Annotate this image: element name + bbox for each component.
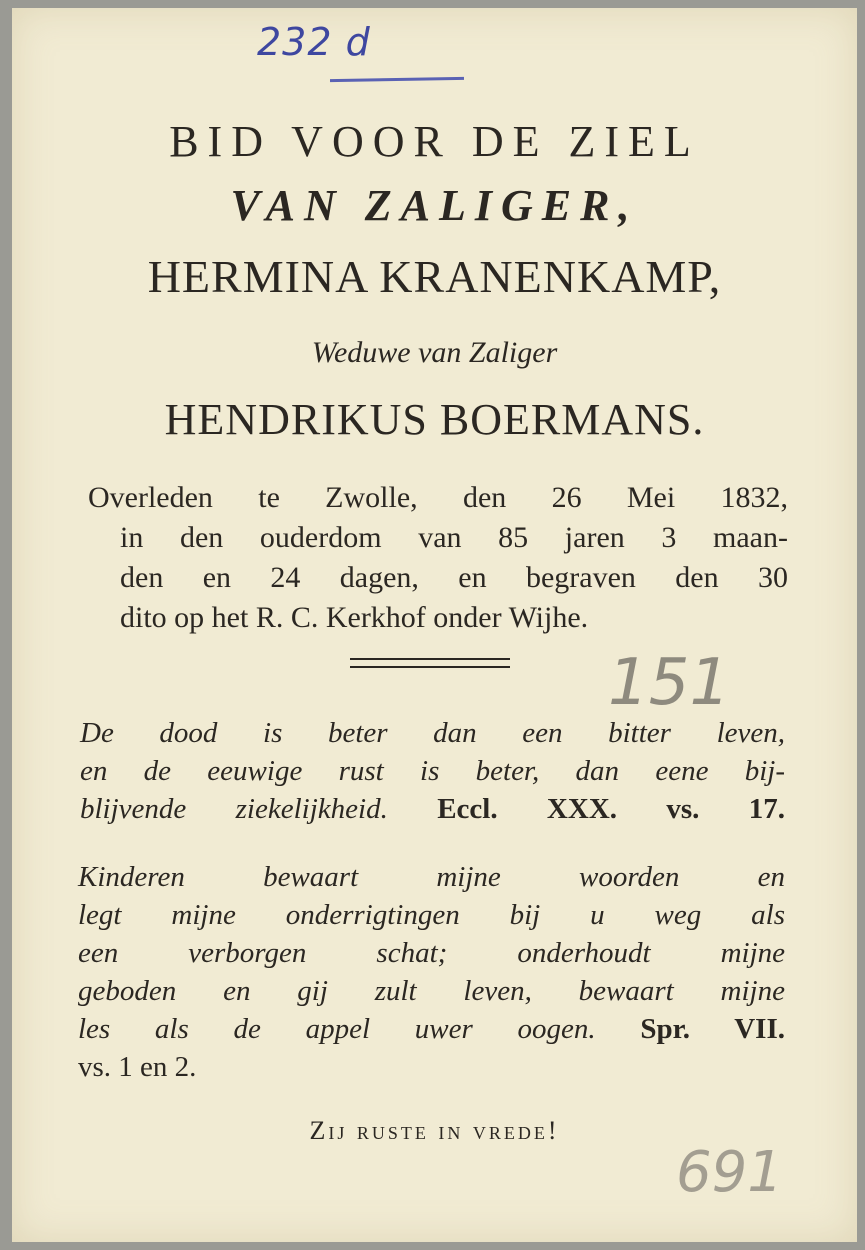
heading-line-2: VAN ZALIGER,: [230, 181, 639, 230]
death-notice-line: Overleden te Zwolle, den 26 Mei 1832,: [88, 481, 788, 514]
verse-line: De dood is beter dan een bitter leven,: [80, 717, 785, 749]
inventory-underline: [330, 77, 464, 82]
deceased-name: HERMINA KRANENKAMP,: [147, 251, 722, 302]
verse-line: Kinderen bewaart mijne woorden en: [78, 861, 785, 893]
verse-text: les als de appel uwer oogen.: [78, 1013, 596, 1045]
pencil-annotation-bottom: 691: [676, 1140, 783, 1205]
verse-line: [78, 1010, 785, 1048]
verse-line: legt mijne onderrigtingen bij u weg als: [78, 899, 785, 931]
death-notice-line: dito op het R. C. Kerkhof onder Wijhe.: [120, 601, 589, 634]
verse-ecclesiasticus: [80, 714, 785, 828]
verse-reference: Spr. VII.: [640, 1013, 786, 1045]
closing-line: Zij ruste in vrede!: [309, 1116, 560, 1145]
verse-line: geboden en gij zult leven, bewaart mijne: [78, 975, 785, 1007]
verse-reference: Eccl. XXX. vs. 17.: [437, 793, 786, 825]
inventory-number: 232 d: [257, 20, 371, 64]
pencil-annotation: 151: [608, 646, 731, 720]
prayer-card: [12, 8, 857, 1242]
heading-line-1: BID VOOR DE ZIEL: [169, 117, 700, 166]
verse-line: en de eeuwige rust is beter, dan eene bij-: [80, 755, 785, 787]
death-notice-line: den en 24 dagen, en begraven den 30: [120, 561, 788, 594]
relation-line: Weduwe van Zaliger: [311, 336, 558, 369]
spouse-name: HENDRIKUS BOERMANS.: [164, 395, 705, 444]
verse-line: vs. 1 en 2.: [78, 1051, 197, 1083]
verse-line: een verborgen schat; onderhoudt mijne: [78, 937, 785, 969]
verse-text: blijvende ziekelijkheid.: [80, 793, 388, 825]
ornamental-divider: [350, 658, 510, 668]
death-notice-line: in den ouderdom van 85 jaren 3 maan-: [120, 521, 788, 554]
verse-line: [80, 790, 785, 828]
death-notice: [88, 478, 788, 638]
verse-proverbs: [78, 858, 785, 1086]
